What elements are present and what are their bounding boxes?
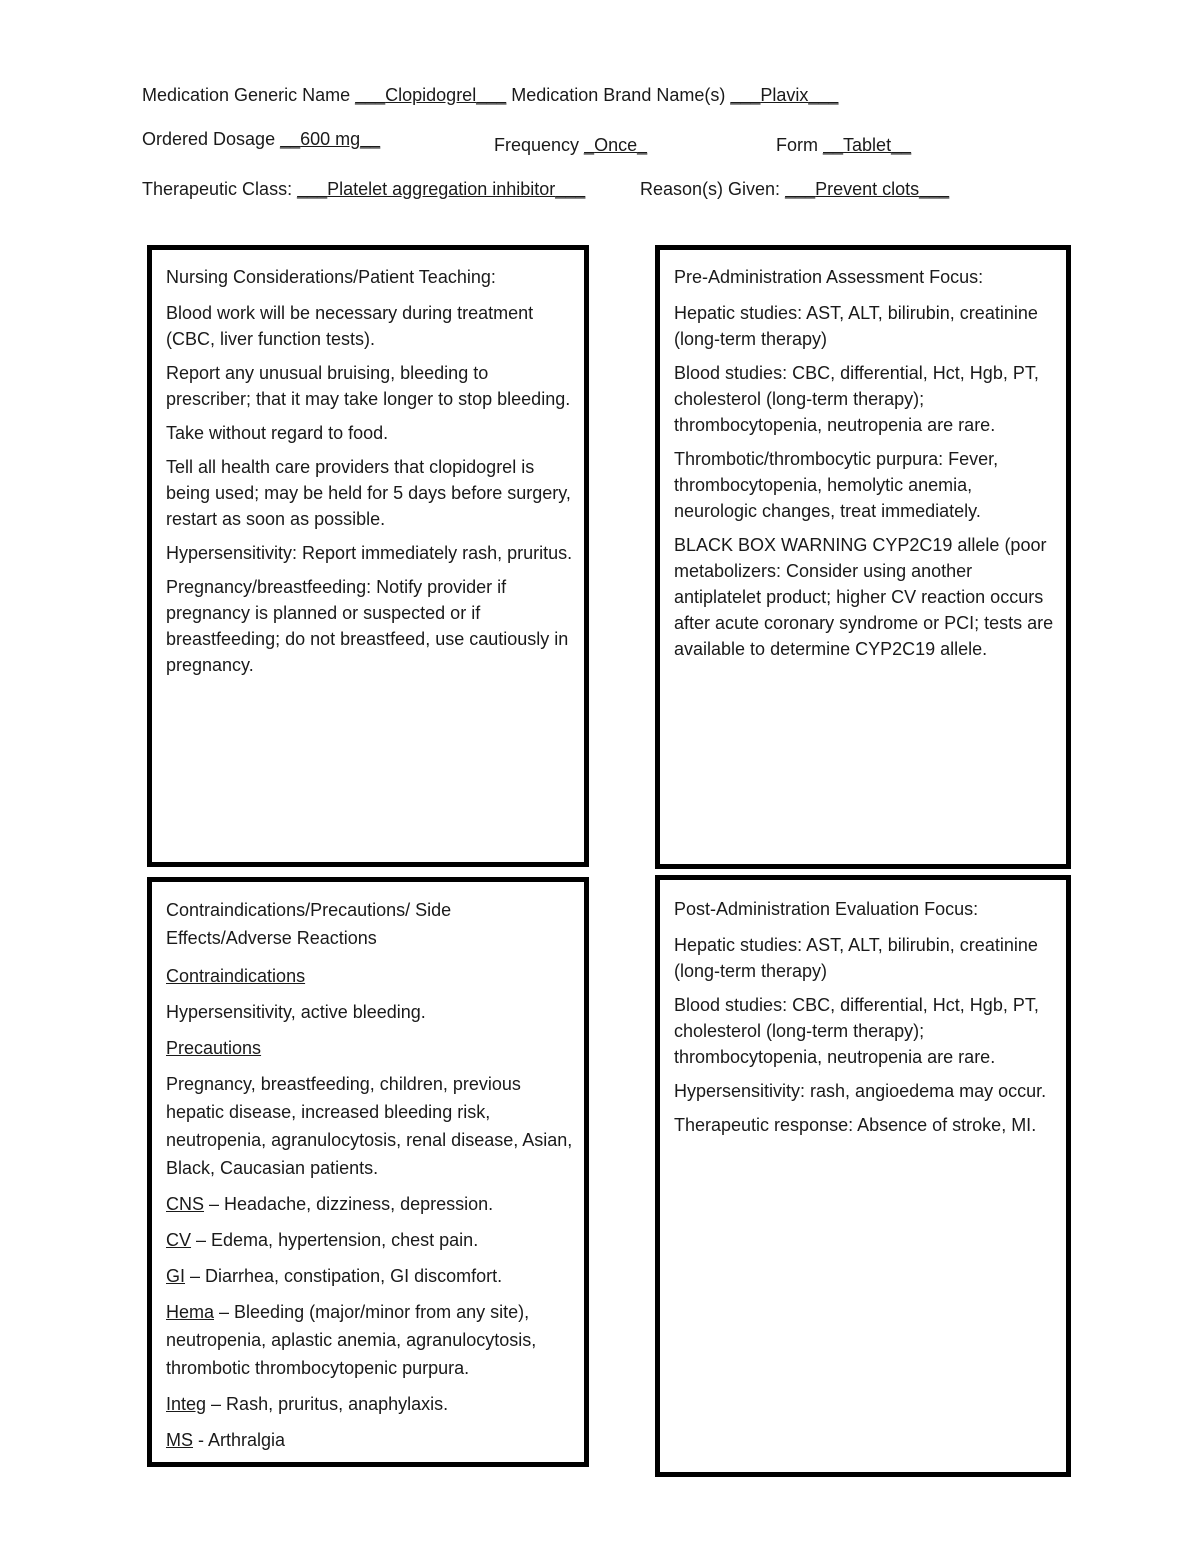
- contraindications-heading: Contraindications: [166, 966, 306, 986]
- therapeutic-class-suffix: ___: [555, 179, 586, 199]
- effect-text: – Edema, hypertension, chest pain.: [191, 1230, 479, 1250]
- pre-administration-box: [655, 245, 1071, 869]
- nursing-item: Blood work will be necessary during treatment (CBC, liver function tests).: [166, 303, 534, 349]
- pre-admin-item: Blood studies: CBC, differential, Hct, Hgb, PT, cholesterol (long-term therapy); thrombocytopenia, neutropenia are rare.: [674, 363, 1039, 435]
- effect-cns: [166, 1190, 574, 1218]
- effect-text: – Rash, pruritus, anaphylaxis.: [206, 1394, 449, 1414]
- brand-name-suffix: ___: [808, 85, 839, 105]
- nursing-title: Nursing Considerations/Patient Teaching:: [166, 267, 496, 287]
- frequency-suffix: _: [637, 135, 648, 155]
- precautions-text: Pregnancy, breastfeeding, children, previous hepatic disease, increased bleeding risk, neutropenia, agranulocytosis, renal disease, Asian, Black, Caucasian patients.: [166, 1074, 573, 1178]
- brand-name-value[interactable]: Plavix: [760, 85, 809, 105]
- contraindications-box: [147, 877, 589, 1467]
- contra-title: Contraindications/Precautions/ Side Effects/Adverse Reactions: [166, 900, 452, 948]
- dosage-suffix: __: [360, 129, 381, 149]
- dosage-line: [142, 128, 380, 150]
- nursing-item: Report any unusual bruising, bleeding to prescriber; that it may take longer to stop bleeding.: [166, 363, 571, 409]
- pre-admin-item: Thrombotic/thrombocytic purpura: Fever, thrombocytopenia, hemolytic anemia, neurologic changes, treat immediately.: [674, 449, 999, 521]
- class-line: [142, 178, 585, 200]
- post-admin-item: Blood studies: CBC, differential, Hct, Hgb, PT, cholesterol (long-term therapy); thrombocytopenia, neutropenia are rare.: [674, 995, 1039, 1067]
- post-admin-item: Hepatic studies: AST, ALT, bilirubin, creatinine (long-term therapy): [674, 935, 1038, 981]
- dosage-value[interactable]: 600 mg: [300, 129, 361, 149]
- effect-text: – Headache, dizziness, depression.: [204, 1194, 494, 1214]
- frequency-label: Frequency: [494, 135, 585, 155]
- precautions-heading: Precautions: [166, 1038, 262, 1058]
- therapeutic-class-value[interactable]: Platelet aggregation inhibitor: [327, 179, 556, 199]
- generic-name-line: [142, 84, 838, 106]
- nursing-item: Tell all health care providers that clopidogrel is being used; may be held for 5 days before surgery, restart as soon as possible.: [166, 457, 571, 529]
- frequency-line: [494, 134, 647, 156]
- generic-name-label: Medication Generic Name: [142, 85, 356, 105]
- frequency-prefix: _: [584, 135, 595, 155]
- form-line: [776, 134, 911, 156]
- effect-ms: [166, 1426, 574, 1454]
- reason-line: [640, 178, 949, 200]
- pre-admin-title: Pre-Administration Assessment Focus:: [674, 267, 984, 287]
- effect-system: MS: [166, 1430, 193, 1450]
- dosage-label: Ordered Dosage: [142, 129, 281, 149]
- form-prefix: __: [823, 135, 844, 155]
- post-administration-box: [655, 875, 1071, 1477]
- form-value[interactable]: Tablet: [843, 135, 892, 155]
- brand-name-prefix: ___: [730, 85, 761, 105]
- reason-label: Reason(s) Given:: [640, 179, 786, 199]
- pre-admin-item: BLACK BOX WARNING CYP2C19 allele (poor metabolizers: Consider using another antiplatelet product; higher CV reaction occurs after acute coronary syndrome or PCI; tests are available to determine CYP2C19 allele.: [674, 535, 1054, 659]
- post-admin-title: Post-Administration Evaluation Focus:: [674, 899, 979, 919]
- effect-system: CV: [166, 1230, 192, 1250]
- form-label: Form: [776, 135, 823, 155]
- brand-name-label: Medication Brand Name(s): [506, 85, 731, 105]
- nursing-item: Pregnancy/breastfeeding: Notify provider if pregnancy is planned or suspected or if breastfeeding; do not breastfeed, use cautiously in pregnancy.: [166, 577, 569, 675]
- effect-text: – Diarrhea, constipation, GI discomfort.: [185, 1266, 503, 1286]
- post-admin-item: Hypersensitivity: rash, angioedema may occur.: [674, 1081, 1047, 1101]
- effect-cv: [166, 1226, 574, 1254]
- therapeutic-class-label: Therapeutic Class:: [142, 179, 298, 199]
- reason-value[interactable]: Prevent clots: [815, 179, 920, 199]
- pre-admin-item: Hepatic studies: AST, ALT, bilirubin, creatinine (long-term therapy): [674, 303, 1038, 349]
- form-suffix: __: [891, 135, 912, 155]
- generic-name-suffix: ___: [476, 85, 507, 105]
- nursing-considerations-box: [147, 245, 589, 867]
- effect-text: – Bleeding (major/minor from any site), neutropenia, aplastic anemia, agranulocytosis, thrombotic thrombocytopenic purpura.: [166, 1302, 537, 1378]
- contraindications-text: Hypersensitivity, active bleeding.: [166, 1002, 426, 1022]
- frequency-value[interactable]: Once: [594, 135, 638, 155]
- reason-prefix: ___: [785, 179, 816, 199]
- effect-integ: [166, 1390, 574, 1418]
- effect-text: - Arthralgia: [193, 1430, 286, 1450]
- post-admin-item: Therapeutic response: Absence of stroke, MI.: [674, 1115, 1037, 1135]
- effect-system: CNS: [166, 1194, 205, 1214]
- nursing-item: Take without regard to food.: [166, 423, 389, 443]
- nursing-item: Hypersensitivity: Report immediately rash, pruritus.: [166, 543, 573, 563]
- effect-system: Hema: [166, 1302, 215, 1322]
- reason-suffix: ___: [919, 179, 950, 199]
- effect-hema: [166, 1298, 574, 1382]
- effect-gi: [166, 1262, 574, 1290]
- generic-name-prefix: ___: [355, 85, 386, 105]
- effect-system: Integ: [166, 1394, 207, 1414]
- effect-system: GI: [166, 1266, 186, 1286]
- dosage-prefix: __: [280, 129, 301, 149]
- therapeutic-class-prefix: ___: [297, 179, 328, 199]
- generic-name-value[interactable]: Clopidogrel: [385, 85, 477, 105]
